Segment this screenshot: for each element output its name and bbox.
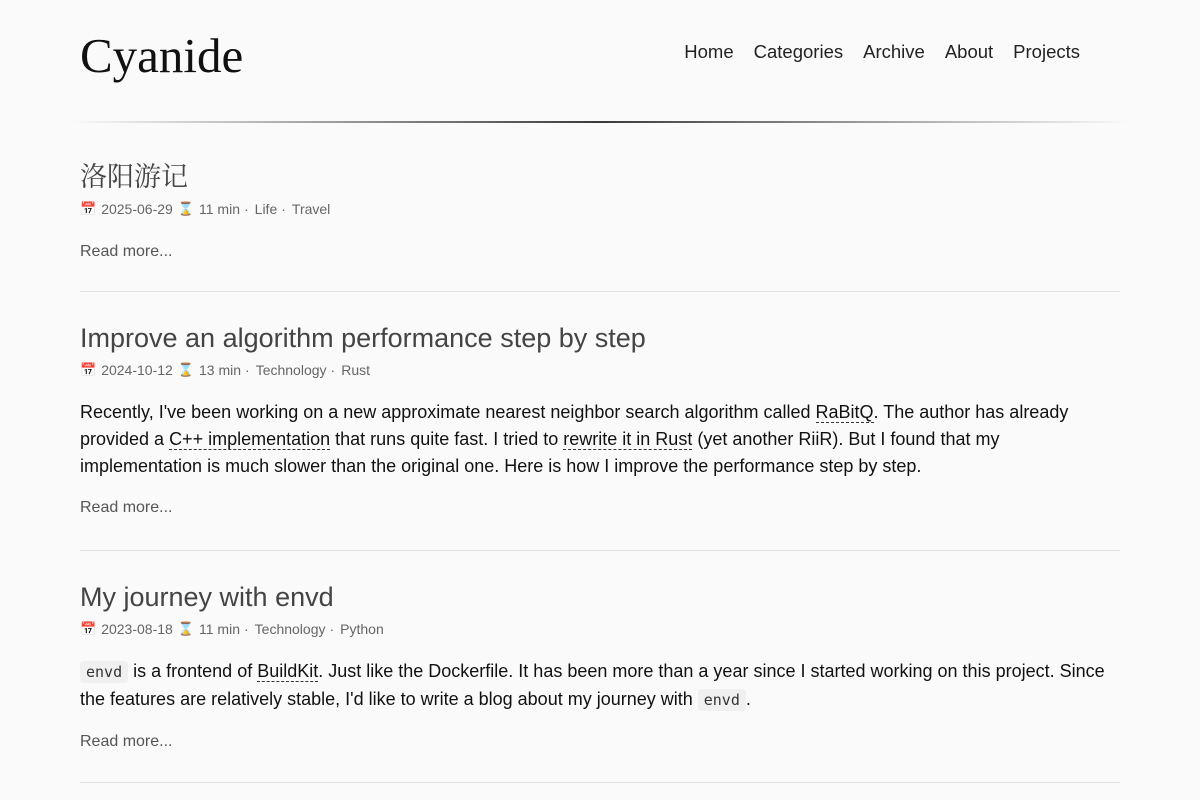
reading-time: 13 min	[199, 362, 242, 378]
nav-categories[interactable]: Categories	[753, 41, 844, 62]
post-meta	[80, 620, 1120, 638]
reading-time: 11 min	[199, 621, 240, 637]
read-more-link[interactable]: Read more...	[80, 733, 173, 750]
post-card	[80, 160, 1120, 262]
post-meta	[80, 361, 1120, 379]
buildkit-link[interactable]: BuildKit	[257, 661, 319, 681]
nav-about[interactable]: About	[944, 41, 994, 62]
site-title[interactable]: Cyanide	[80, 28, 244, 83]
post-meta	[80, 200, 1120, 218]
rabitq-link[interactable]: RaBitQ	[815, 402, 874, 422]
post-tag[interactable]: Life	[254, 201, 278, 217]
meta-separator: ·	[329, 621, 335, 637]
post-summary: envd is a frontend of BuildKit. Just like the Dockerfile. It has been more than a year since I started working on this project. Since the features are relatively stable, I'd like to write a blog about my journey with envd .	[80, 661, 1105, 709]
hourglass-icon: ⌛	[177, 621, 194, 636]
hourglass-icon: ⌛	[177, 362, 194, 377]
post-date: 2024-10-12	[101, 362, 173, 378]
nav-archive[interactable]: Archive	[863, 41, 925, 62]
post-tag[interactable]: Travel	[291, 201, 331, 217]
post-divider	[80, 782, 1120, 783]
post-tag[interactable]: Technology	[255, 362, 327, 378]
post-date: 2023-08-18	[101, 621, 173, 637]
nav-projects[interactable]: Projects	[1013, 41, 1080, 62]
meta-separator: ·	[243, 621, 249, 637]
calendar-icon: 📅	[80, 621, 97, 636]
post-card	[80, 321, 1120, 518]
post-title[interactable]: 洛阳游记	[80, 162, 188, 192]
meta-separator: ·	[330, 362, 336, 378]
calendar-icon: 📅	[80, 362, 97, 377]
read-more-link[interactable]: Read more...	[80, 243, 173, 260]
cpp-implementation-link[interactable]: C++ implementation	[169, 429, 331, 449]
meta-separator: ·	[243, 201, 249, 217]
meta-separator: ·	[245, 362, 250, 378]
inline-code: envd	[698, 689, 746, 711]
header-divider	[72, 121, 1128, 123]
rewrite-in-rust-link[interactable]: rewrite it in Rust	[563, 429, 693, 449]
hourglass-icon: ⌛	[177, 201, 194, 216]
reading-time: 11 min	[199, 201, 240, 217]
post-card	[80, 580, 1120, 752]
post-tag[interactable]: Python	[340, 621, 384, 637]
post-divider	[80, 550, 1120, 551]
read-more-link[interactable]: Read more...	[80, 499, 173, 516]
post-date: 2025-06-29	[101, 201, 173, 217]
post-summary: Recently, I've been working on a new approximate nearest neighbor search algorithm called RaBitQ. The author has already provided a C++ implementation that runs quite fast. I tried to rewrite it in Rust (yet another RiiR). But I found that my implementation is much slower than the original one. Here is how I improve the performance step by step.	[80, 402, 1069, 476]
nav-home[interactable]: Home	[684, 41, 734, 62]
post-title[interactable]: Improve an algorithm performance step by step	[80, 323, 646, 353]
main-nav	[684, 40, 1080, 64]
post-divider	[80, 291, 1120, 292]
meta-separator: ·	[281, 201, 286, 217]
post-tag[interactable]: Rust	[341, 362, 370, 378]
post-title[interactable]: My journey with envd	[80, 582, 334, 612]
post-tag[interactable]: Technology	[254, 621, 326, 637]
inline-code: envd	[80, 661, 128, 683]
calendar-icon: 📅	[80, 201, 97, 216]
